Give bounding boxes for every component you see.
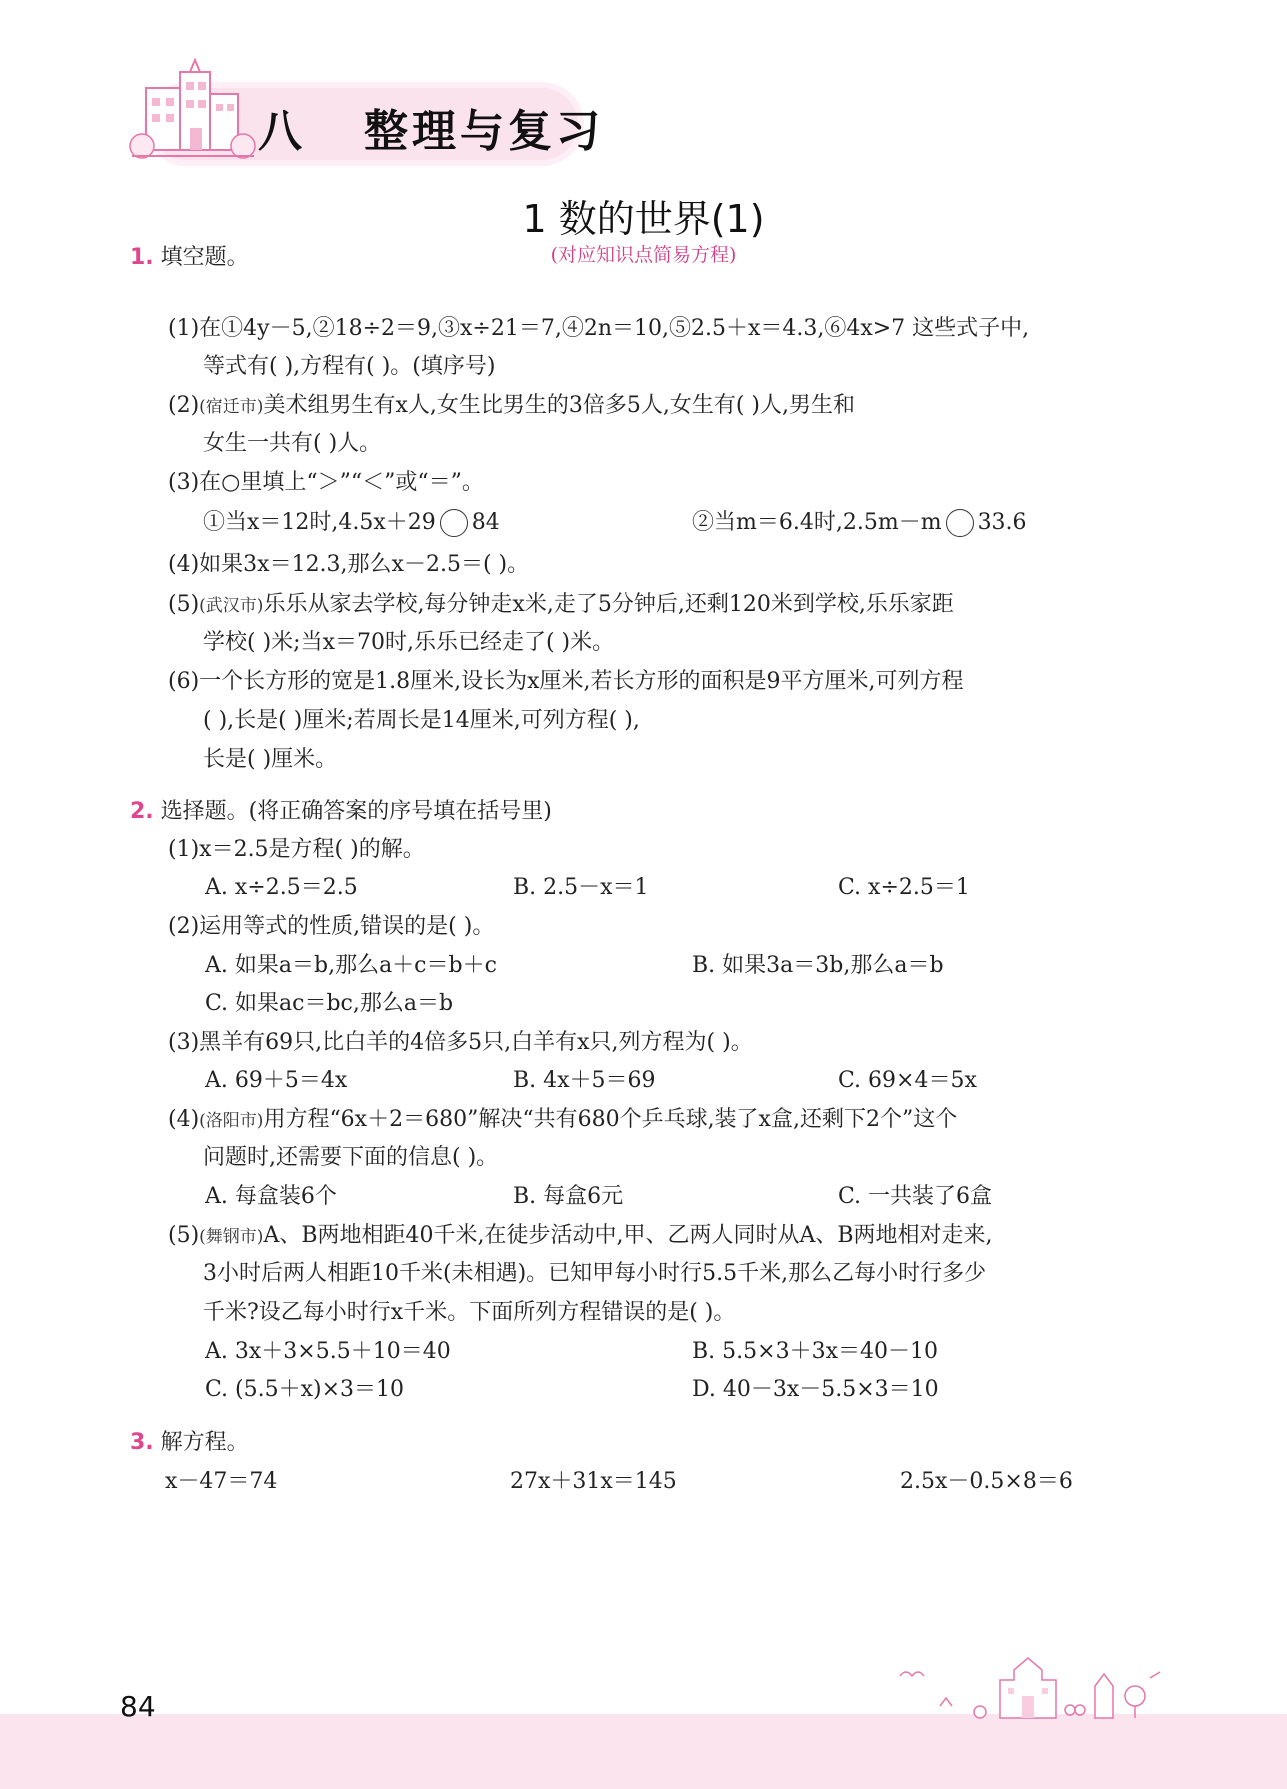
q2-item-5-line-1 xyxy=(168,1221,993,1252)
q1-item-5-line-2: 学校( )米;当x＝70时,乐乐已经走了( )米。 xyxy=(203,630,615,655)
page-number: 84 xyxy=(120,1690,156,1723)
source-tag: (洛阳市) xyxy=(199,1111,264,1131)
q2-item-5-option-a: A. 3x＋3×5.5＋10＝40 xyxy=(205,1339,451,1364)
answer-circle[interactable] xyxy=(440,509,468,537)
question-3-header xyxy=(130,1428,249,1458)
question-number: 3. xyxy=(130,1430,154,1455)
question-number: 1. xyxy=(130,245,154,270)
q1-item-3-a xyxy=(203,508,500,538)
item-prefix: (2) xyxy=(168,393,200,418)
item-text: A、B两地相距40千米,在徒步活动中,甲、乙两人同时从A、B两地相对走来, xyxy=(263,1223,993,1248)
q1-item-2-line-1 xyxy=(168,391,855,422)
source-tag: (宿迁市) xyxy=(199,397,264,417)
question-label: 选择题。(将正确答案的序号填在括号里) xyxy=(160,799,552,824)
question-label: 填空题。 xyxy=(160,245,249,270)
question-number: 2. xyxy=(130,799,154,824)
q2-item-5-option-b: B. 5.5×3＋3x＝40－10 xyxy=(692,1339,938,1364)
footer-band xyxy=(0,1714,1287,1789)
lesson-title: 1 数的世界(1) xyxy=(522,197,765,241)
q2-item-2-option-c: C. 如果ac＝bc,那么a＝b xyxy=(205,991,454,1016)
item-text: 美术组男生有x人,女生比男生的3倍多5人,女生有( )人,男生和 xyxy=(263,393,855,418)
item-prefix: (4) xyxy=(168,1107,200,1132)
q1-item-4: (4)如果3x＝12.3,那么x－2.5＝( )。 xyxy=(168,552,530,577)
q1-item-6-line-1: (6)一个长方形的宽是1.8厘米,设长为x厘米,若长方形的面积是9平方厘米,可列方程 xyxy=(168,669,964,694)
q1-item-3: (3)在○里填上“＞”“＜”或“＝”。 xyxy=(168,470,484,495)
chapter-title xyxy=(258,95,604,159)
q2-item-4-line-1 xyxy=(168,1105,957,1136)
item-prefix: (5) xyxy=(168,592,200,617)
q2-item-4-option-c: C. 一共装了6盒 xyxy=(838,1184,993,1209)
q2-item-5-option-c: C. (5.5＋x)×3＝10 xyxy=(205,1377,405,1402)
q1-item-3-b xyxy=(692,508,1027,538)
q2-item-2-option-b: B. 如果3a＝3b,那么a＝b xyxy=(692,953,944,978)
compare-left: ②当m＝6.4时,2.5m－m xyxy=(692,510,942,535)
q2-item-5-option-d: D. 40－3x－5.5×3＝10 xyxy=(692,1377,939,1402)
chapter-name: 整理与复习 xyxy=(363,106,604,157)
q2-item-2: (2)运用等式的性质,错误的是( )。 xyxy=(168,914,495,939)
q2-item-3: (3)黑羊有69只,比白羊的4倍多5只,白羊有x只,列方程为( )。 xyxy=(168,1030,753,1055)
q1-item-6-line-3: 长是( )厘米。 xyxy=(203,747,338,772)
item-text: 乐乐从家去学校,每分钟走x米,走了5分钟后,还剩120米到学校,乐乐家距 xyxy=(263,592,954,617)
q1-item-2-line-2: 女生一共有( )人。 xyxy=(203,431,382,456)
equation-3: 2.5x－0.5×8＝6 xyxy=(900,1469,1073,1494)
q2-item-5-line-2: 3小时后两人相距10千米(未相遇)。已知甲每小时行5.5千米,那么乙每小时行多少 xyxy=(203,1261,987,1286)
q1-item-1-line-1: (1)在①4y－5,②18÷2＝9,③x÷21＝7,④2n＝10,⑤2.5＋x＝4.3,⑥4x>7 这些式子中, xyxy=(168,316,1030,341)
q2-item-1-option-c: C. x÷2.5＝1 xyxy=(838,875,970,900)
source-tag: (舞钢市) xyxy=(199,1227,264,1247)
equation-2: 27x＋31x＝145 xyxy=(510,1469,677,1494)
q2-item-1-option-b: B. 2.5－x＝1 xyxy=(513,875,649,900)
item-text: 用方程“6x＋2＝680”解决“共有680个乒乓球,装了x盒,还剩下2个”这个 xyxy=(263,1107,958,1132)
q2-item-1-option-a: A. x÷2.5＝2.5 xyxy=(205,875,358,900)
q2-item-5-line-3: 千米?设乙每小时行x千米。下面所列方程错误的是( )。 xyxy=(203,1300,736,1325)
q2-item-3-option-b: B. 4x＋5＝69 xyxy=(513,1068,656,1093)
compare-right: 84 xyxy=(471,510,500,535)
lesson-subtitle: (对应知识点简易方程) xyxy=(550,244,737,266)
item-prefix: (5) xyxy=(168,1223,200,1248)
building-illustration-icon xyxy=(128,58,258,168)
castle-illustration-icon xyxy=(880,1640,1180,1720)
q2-item-4-option-a: A. 每盒装6个 xyxy=(205,1184,337,1209)
question-label: 解方程。 xyxy=(160,1430,249,1455)
q2-item-4-line-2: 问题时,还需要下面的信息( )。 xyxy=(203,1145,499,1170)
q1-item-5-line-1 xyxy=(168,590,954,621)
q2-item-4-option-b: B. 每盒6元 xyxy=(513,1184,624,1209)
q2-item-3-option-a: A. 69＋5＝4x xyxy=(205,1068,348,1093)
question-1-header xyxy=(130,243,249,273)
answer-circle[interactable] xyxy=(946,509,974,537)
q2-item-3-option-c: C. 69×4＝5x xyxy=(838,1068,977,1093)
q1-item-1-line-2: 等式有( ),方程有( )。(填序号) xyxy=(203,354,496,379)
q2-item-1: (1)x＝2.5是方程( )的解。 xyxy=(168,837,425,862)
source-tag: (武汉市) xyxy=(199,596,264,616)
compare-right: 33.6 xyxy=(977,510,1027,535)
compare-left: ①当x＝12时,4.5x＋29 xyxy=(203,510,436,535)
question-2-header xyxy=(130,797,552,827)
chapter-number: 八 xyxy=(258,106,306,157)
equation-1: x－47＝74 xyxy=(165,1469,278,1494)
q1-item-6-line-2: ( ),长是( )厘米;若周长是14厘米,可列方程( ), xyxy=(203,708,640,733)
q2-item-2-option-a: A. 如果a＝b,那么a＋c＝b＋c xyxy=(205,953,497,978)
